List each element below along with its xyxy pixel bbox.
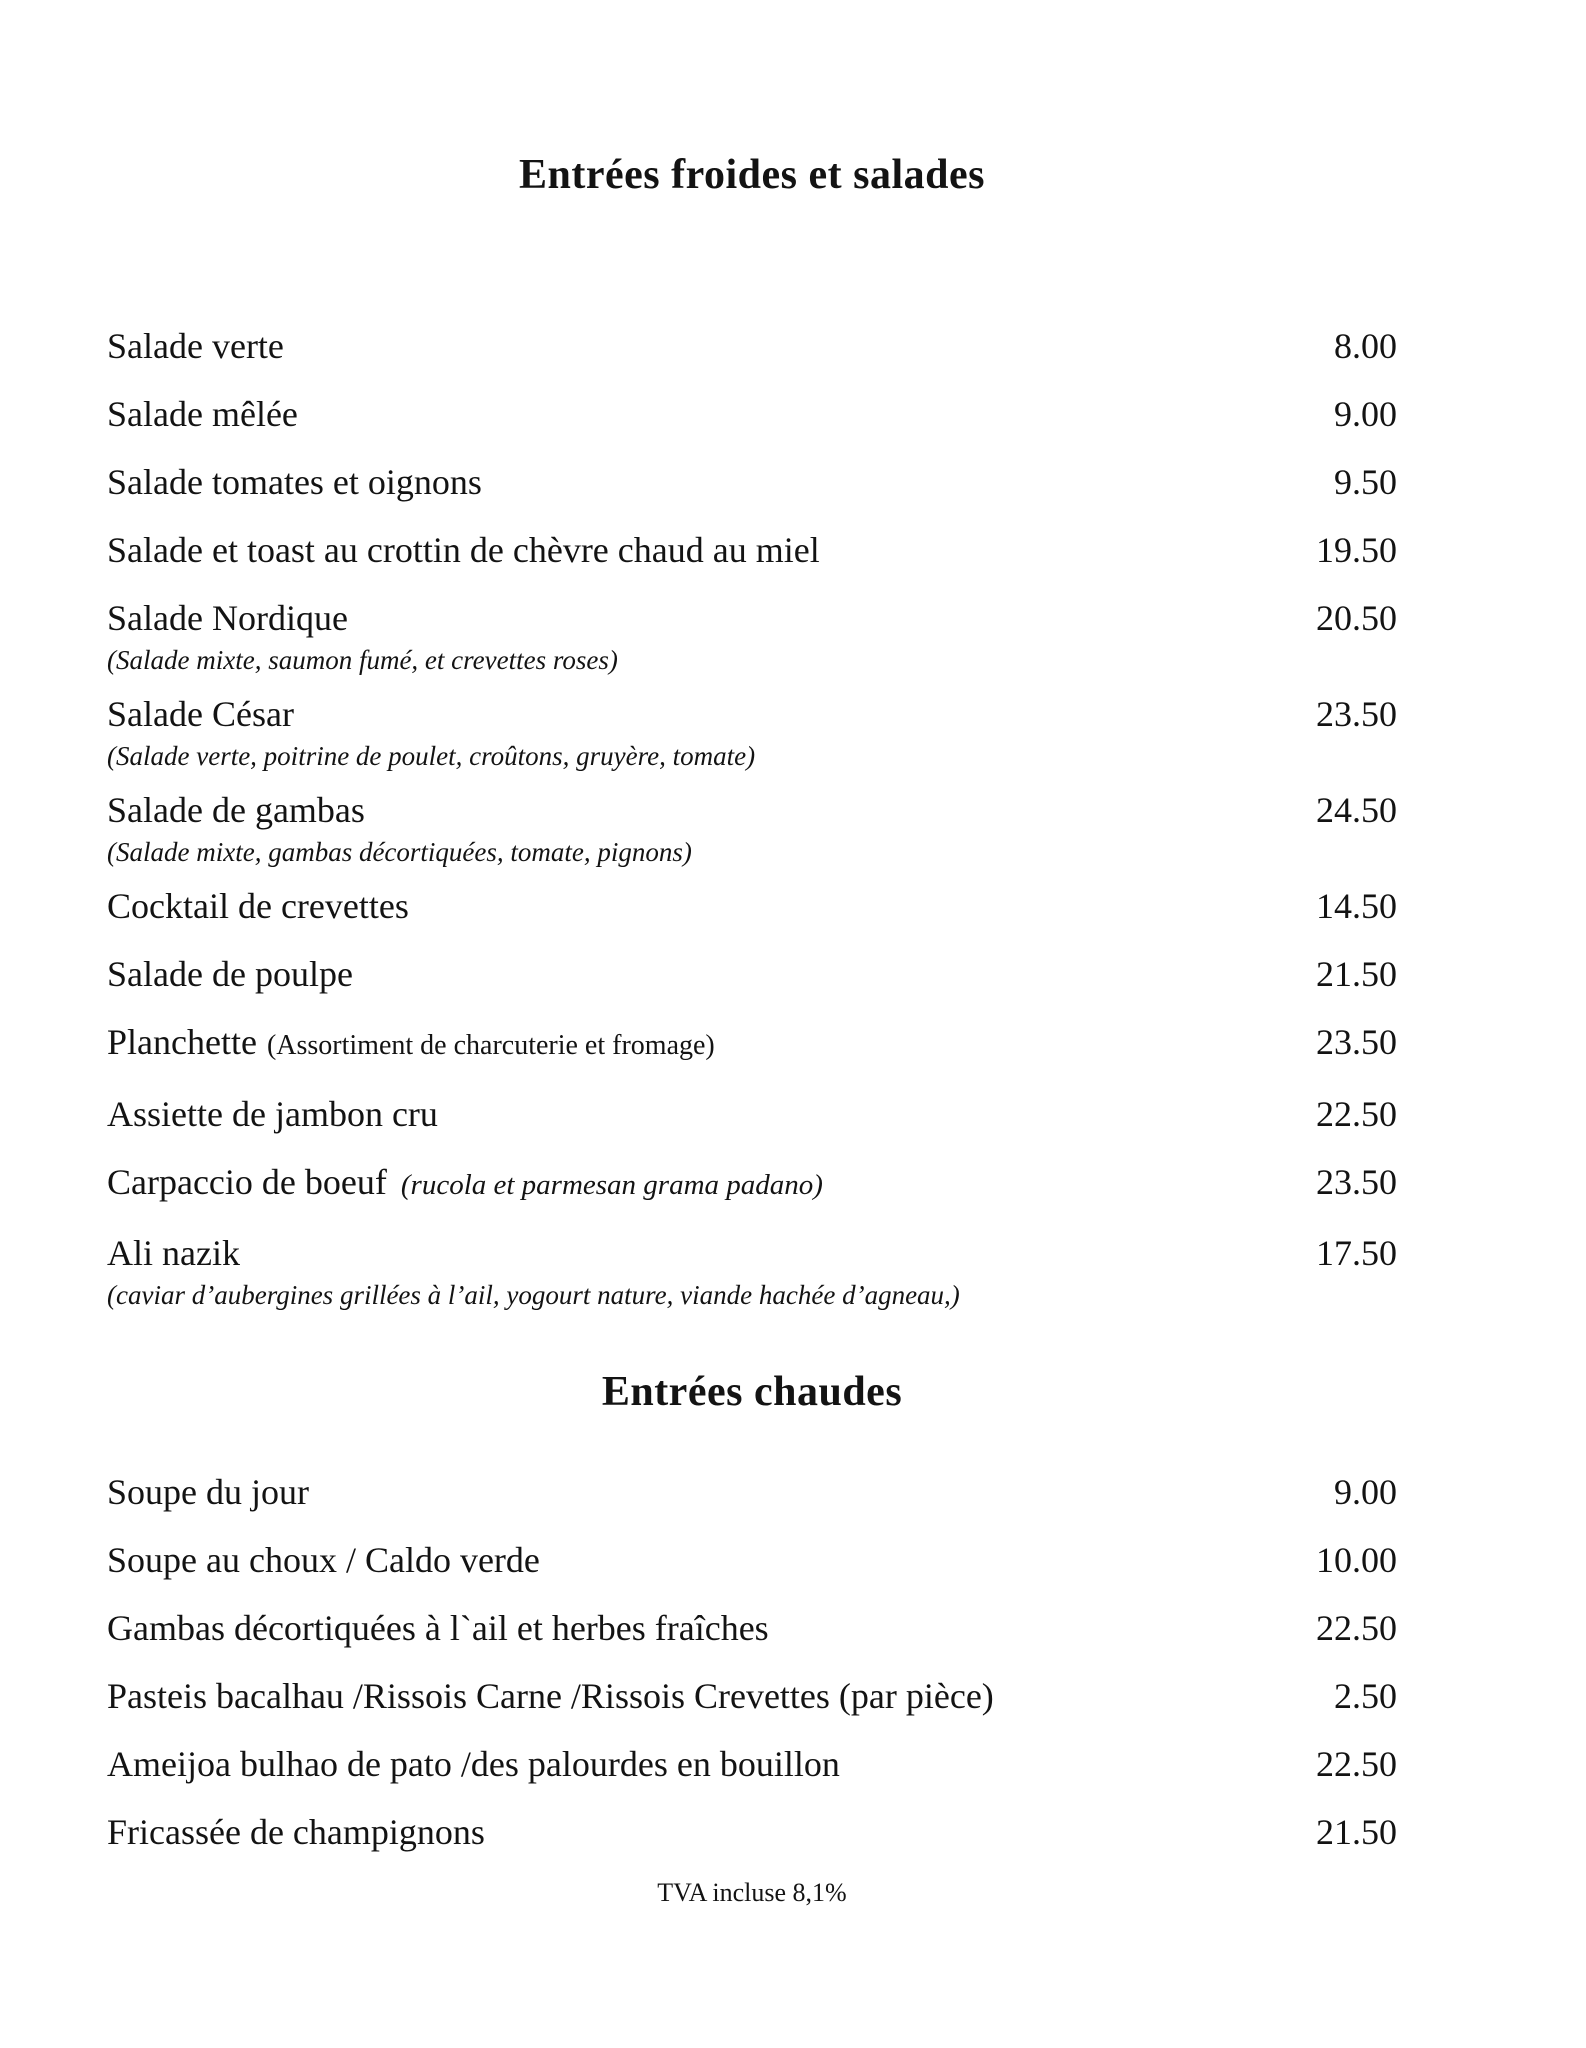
item-price: 9.50 <box>1334 462 1397 502</box>
item-name: Soupe du jour <box>107 1472 309 1512</box>
menu-item-row <box>107 1019 1397 1069</box>
item-price: 23.50 <box>1316 694 1397 734</box>
item-price: 9.00 <box>1334 1472 1397 1512</box>
menu-item-row <box>107 1469 1397 1515</box>
item-detail: (Salade mixte, saumon fumé, et crevettes roses) <box>107 645 618 675</box>
item-inline-note: (Assortiment de charcuterie et fromage) <box>266 1030 715 1061</box>
item-name: Salade de poulpe <box>107 954 353 994</box>
item-detail-row <box>107 643 1397 677</box>
menu-item-row <box>107 323 1397 369</box>
item-name: Soupe au choux / Caldo verde <box>107 1540 540 1580</box>
item-price: 23.50 <box>1316 1022 1397 1062</box>
menu-item-row <box>107 951 1397 997</box>
menu-item-row <box>107 459 1397 505</box>
item-price: 21.50 <box>1316 954 1397 994</box>
menu-item-row <box>107 527 1397 573</box>
item-name: Salade Nordique <box>107 598 348 638</box>
item-price: 10.00 <box>1316 1540 1397 1580</box>
menu-item-row <box>107 883 1397 929</box>
item-name: Salade de gambas <box>107 790 365 830</box>
item-name: Cocktail de crevettes <box>107 886 409 926</box>
item-name: Fricassée de champignons <box>107 1812 485 1852</box>
item-price: 22.50 <box>1316 1744 1397 1784</box>
section-title-entrees-froides: Entrées froides et salades <box>519 152 985 198</box>
menu-item-row <box>107 1537 1397 1583</box>
item-name: Salade César <box>107 694 294 734</box>
item-name: Ameijoa bulhao de pato /des palourdes en bouillon <box>107 1744 840 1784</box>
menu-item-row <box>107 1605 1397 1651</box>
item-detail: (caviar d’aubergines grillées à l’ail, yogourt nature, viande hachée d’agneau,) <box>107 1280 960 1310</box>
tva-footer-note: TVA incluse 8,1% <box>657 1878 847 1907</box>
item-name: Salade tomates et oignons <box>107 462 482 502</box>
item-detail-row <box>107 835 1397 869</box>
menu-item-row <box>107 1809 1397 1855</box>
menu-item-row <box>107 1230 1397 1276</box>
item-detail: (Salade mixte, gambas décortiquées, tomate, pignons) <box>107 837 692 867</box>
menu-item-row <box>107 691 1397 737</box>
item-price: 22.50 <box>1316 1608 1397 1648</box>
item-name: Assiette de jambon cru <box>107 1094 438 1134</box>
item-detail-row <box>107 739 1397 773</box>
item-name: Salade mêlée <box>107 394 298 434</box>
item-price: 17.50 <box>1316 1233 1397 1273</box>
menu-item-row <box>107 1673 1397 1719</box>
section-title-entrees-chaudes: Entrées chaudes <box>601 1369 903 1415</box>
item-price: 22.50 <box>1316 1094 1397 1134</box>
menu-item-row <box>107 1159 1397 1208</box>
item-price: 2.50 <box>1334 1676 1397 1716</box>
item-name: Carpaccio de boeuf (rucola et parmesan grama padano) <box>107 1162 823 1202</box>
item-name: Salade et toast au crottin de chèvre chaud au miel <box>107 530 820 570</box>
item-name: Salade verte <box>107 326 284 366</box>
menu-item-row <box>107 787 1397 833</box>
menu-item-row <box>107 595 1397 641</box>
item-price: 23.50 <box>1316 1162 1397 1202</box>
item-name: Pasteis bacalhau /Rissois Carne /Rissois Crevettes (par pièce) <box>107 1676 994 1716</box>
item-name: Planchette (Assortiment de charcuterie et fromage) <box>107 1022 715 1062</box>
item-price: 20.50 <box>1316 598 1397 638</box>
item-price: 9.00 <box>1334 394 1397 434</box>
menu-item-row <box>107 1091 1397 1137</box>
item-name: Gambas décortiquées à l`ail et herbes fraîches <box>107 1608 769 1648</box>
menu-item-row <box>107 391 1397 437</box>
item-detail-row <box>107 1278 1397 1312</box>
item-price: 21.50 <box>1316 1812 1397 1852</box>
menu-item-row <box>107 1741 1397 1787</box>
item-price: 19.50 <box>1316 530 1397 570</box>
item-inline-note: (rucola et parmesan grama padano) <box>400 1169 823 1201</box>
item-price: 8.00 <box>1334 326 1397 366</box>
item-name: Ali nazik <box>107 1233 240 1273</box>
item-detail: (Salade verte, poitrine de poulet, croûtons, gruyère, tomate) <box>107 741 756 771</box>
item-price: 14.50 <box>1316 886 1397 926</box>
item-price: 24.50 <box>1316 790 1397 830</box>
